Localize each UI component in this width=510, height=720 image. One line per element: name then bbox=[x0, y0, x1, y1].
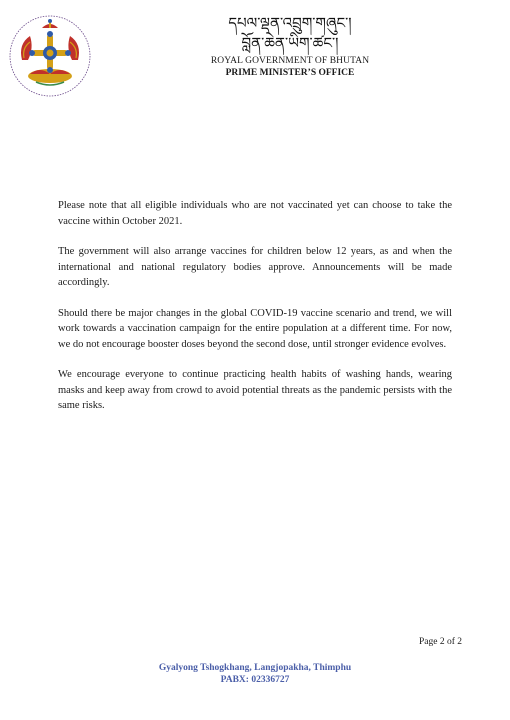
letterhead bbox=[160, 14, 420, 79]
footer bbox=[0, 662, 510, 686]
document-body bbox=[58, 198, 452, 429]
body-paragraph: Should there be major changes in the global COVID-19 vaccine scenario and trend, we will work towards a vaccination campaign for the entire population at a different time. For now, we do not encourage booster doses beyond the second dose, until stronger evidence evolves. bbox=[58, 307, 452, 350]
letterhead-office: PRIME MINISTER’S OFFICE bbox=[225, 68, 355, 78]
letterhead-organization: ROYAL GOVERNMENT OF BHUTAN bbox=[210, 56, 370, 66]
footer-phone: PABX: 02336727 bbox=[220, 675, 290, 685]
letterhead-dzongkha-line1: དཔལ་ལྡན་འབྲུག་གཞུང་། bbox=[228, 14, 352, 32]
body-paragraph: Please note that all eligible individuals who are not vaccinated yet can choose to take the vaccine within October 2021. bbox=[58, 200, 452, 227]
page-number: Page 2 of 2 bbox=[418, 637, 462, 647]
footer-address: Gyalyong Tshogkhang, Langjopakha, Thimphu bbox=[158, 663, 352, 673]
royal-emblem-icon bbox=[8, 14, 92, 98]
body-paragraph: We encourage everyone to continue practicing health habits of washing hands, wearing masks and keep away from crowd to avoid potential threats as the pandemic persists with the same risks. bbox=[58, 369, 452, 411]
letterhead-dzongkha-line2: བློན་ཆེན་ཡིག་ཚང་། bbox=[241, 34, 339, 52]
body-paragraph: The government will also arrange vaccines for children below 12 years, as and when the international and national regulatory bodies approve. Announcements will be made accordingly. bbox=[58, 246, 452, 288]
